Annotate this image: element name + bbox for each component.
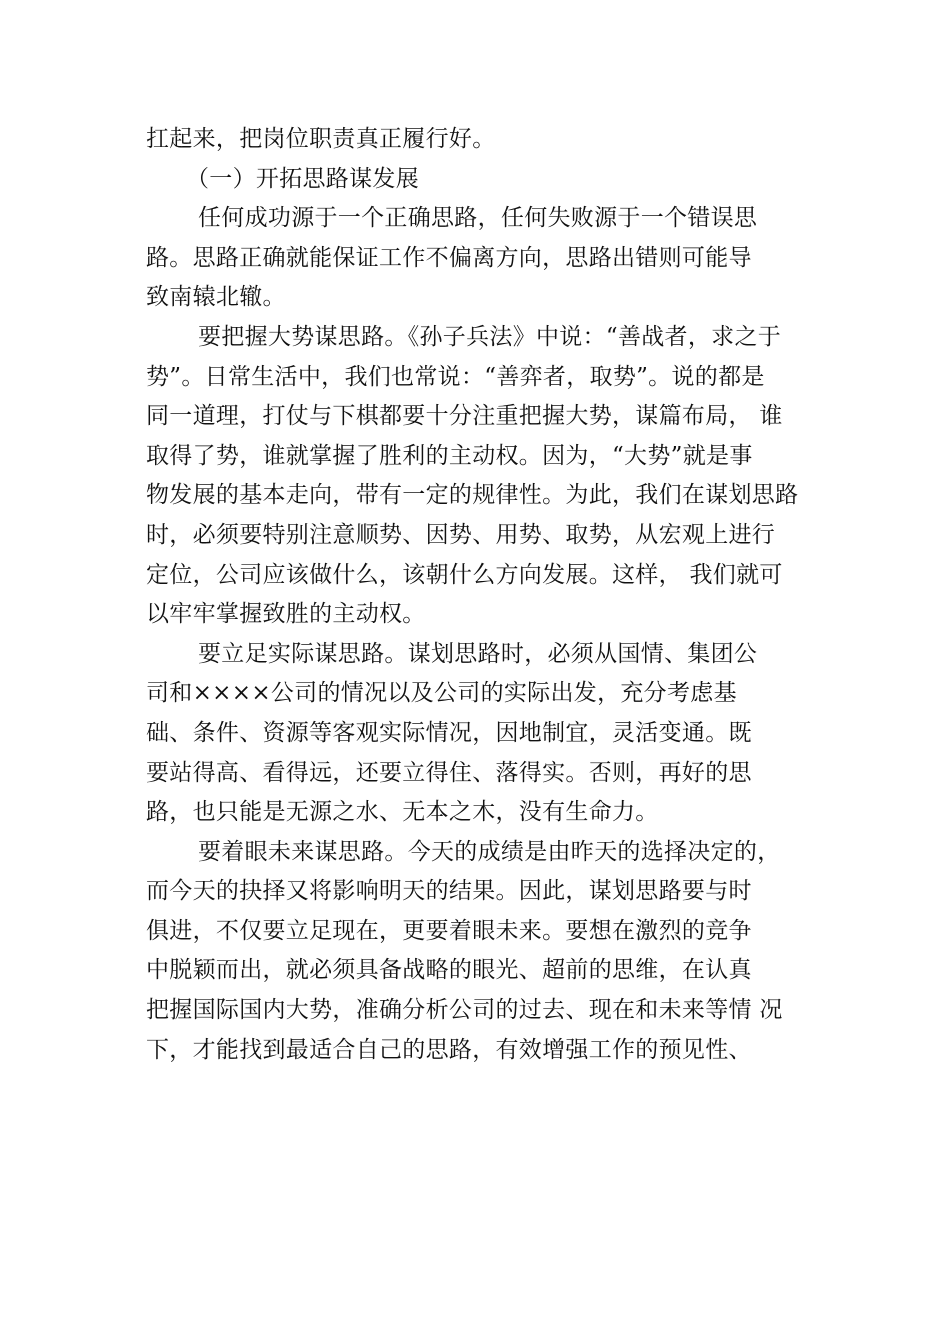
section-heading: （一）开拓思路谋发展 (186, 165, 419, 192)
text-line: 定位，公司应该做什么，该朝什么方向发展。这样， 我们就可 (146, 561, 783, 588)
text-line: 中脱颖而出，就必须具备战略的眼光、超前的思维，在认真 (146, 957, 752, 984)
text-line: 础、条件、资源等客观实际情况，因地制宜，灵活变通。既 (146, 719, 752, 746)
text-line: 要立足实际谋思路。谋划思路时，必须从国情、集团公 (198, 640, 758, 667)
text-line: 俱进，不仅要立足现在，更要着眼未来。要想在激烈的竞争 (146, 917, 752, 944)
text-line: 以牢牢掌握致胜的主动权。 (146, 601, 426, 628)
body-text (146, 120, 836, 1070)
text-line: 物发展的基本走向，带有一定的规律性。为此，我们在谋划思路 (146, 482, 799, 509)
text-line: 同一道理，打仗与下棋都要十分注重把握大势，谋篇布局， 谁 (146, 403, 783, 430)
text-line: 路。思路正确就能保证工作不偏离方向，思路出错则可能导 (146, 244, 752, 271)
text-line: 扛起来，把岗位职责真正履行好。 (146, 126, 496, 152)
text-line: 而今天的抉择又将影响明天的结果。因此，谋划思路要与时 (146, 878, 752, 905)
text-line: 司和××××公司的情况以及公司的实际出发，充分考虑基 (146, 680, 737, 707)
text-line: 要站得高、看得远，还要立得住、落得实。否则，再好的思 (146, 759, 752, 786)
text-line: 要着眼未来谋思路。今天的成绩是由昨天的选择决定的， (198, 838, 781, 865)
text-line: 要把握大势谋思路。《孙子兵法》中说：“善战者，求之于 (198, 323, 782, 350)
text-line: 势”。日常生活中，我们也常说：“善弈者，取势”。说的都是 (146, 363, 765, 390)
text-line: 致南辕北辙。 (146, 284, 286, 311)
text-line: 下，才能找到最适合自己的思路，有效增强工作的预见性、 (146, 1036, 752, 1063)
text-line: 任何成功源于一个正确思路，任何失败源于一个错误思 (198, 205, 758, 232)
text-line: 时，必须要特别注意顺势、因势、用势、取势，从宏观上进行 (146, 521, 776, 548)
text-line: 路，也只能是无源之水、无本之木，没有生命力。 (146, 799, 659, 826)
text-line: 把握国际国内大势，准确分析公司的过去、现在和未来等情 况 (146, 997, 783, 1024)
text-line: 取得了势，谁就掌握了胜利的主动权。因为，“大势”就是事 (146, 442, 753, 469)
